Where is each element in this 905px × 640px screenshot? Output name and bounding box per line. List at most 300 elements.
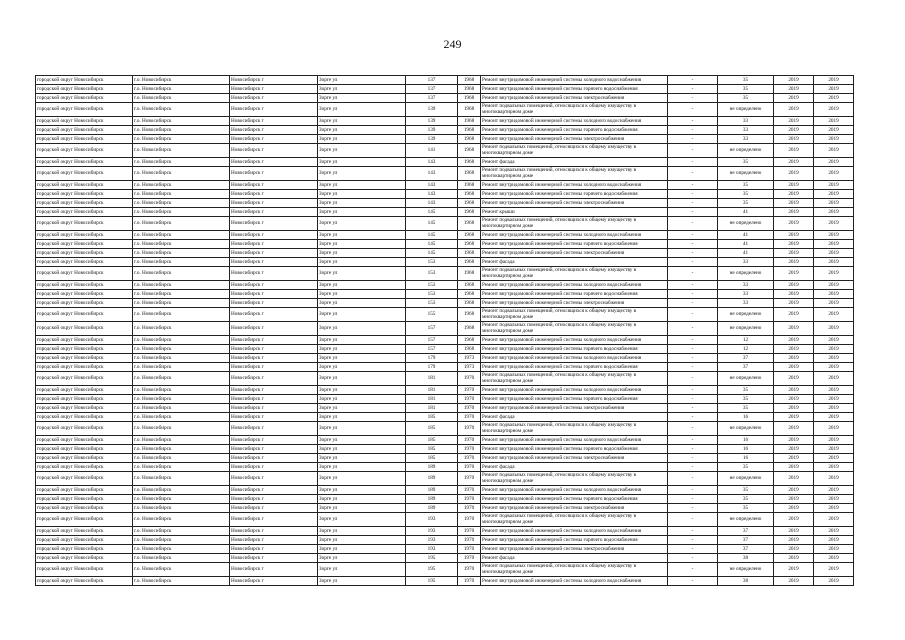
cell-y1: 2019 (774, 158, 814, 167)
cell-district: г.о. Новосибирск (133, 85, 230, 94)
cell-area: 41 (718, 208, 774, 217)
table-row (36, 454, 854, 463)
cell-y2: 2019 (814, 240, 854, 249)
cell-y1: 2019 (774, 290, 814, 299)
cell-district: г.о. Новосибирск (133, 135, 230, 144)
cell-area: 35 (718, 486, 774, 495)
cell-year: 1968 (458, 322, 481, 336)
cell-dash: - (668, 422, 718, 436)
cell-street: Зорге ул (318, 249, 406, 258)
cell-settlement: Новосибирск г (230, 249, 318, 258)
cell-house: 153 (406, 299, 458, 308)
cell-house: 145 (406, 240, 458, 249)
table-row (36, 472, 854, 486)
table-row (36, 281, 854, 290)
cell-street: Зорге ул (318, 386, 406, 395)
cell-work: Ремонт внутридомовой инженерной системы электроснабжения (481, 545, 668, 554)
cell-area: 35 (718, 395, 774, 404)
cell-y2: 2019 (814, 181, 854, 190)
cell-area: 35 (718, 94, 774, 103)
cell-y1: 2019 (774, 336, 814, 345)
cell-dash: - (668, 249, 718, 258)
cell-work: Ремонт внутридомовой инженерной системы электроснабжения (481, 94, 668, 103)
cell-house: 185 (406, 445, 458, 454)
cell-work: Ремонт внутридомовой инженерной системы электроснабжения (481, 404, 668, 413)
cell-work: Ремонт внутридомовой инженерной системы холодного водоснабжения (481, 117, 668, 126)
cell-municipality: городской округ Новосибирск (36, 181, 133, 190)
cell-street: Зорге ул (318, 240, 406, 249)
cell-district: г.о. Новосибирск (133, 504, 230, 513)
cell-district: г.о. Новосибирск (133, 545, 230, 554)
cell-area: 35 (718, 158, 774, 167)
cell-area: 35 (718, 190, 774, 199)
cell-dash: - (668, 267, 718, 281)
cell-street: Зорге ул (318, 94, 406, 103)
cell-settlement: Новосибирск г (230, 495, 318, 504)
cell-y1: 2019 (774, 563, 814, 577)
cell-district: г.о. Новосибирск (133, 258, 230, 267)
cell-dash: - (668, 404, 718, 413)
cell-y1: 2019 (774, 135, 814, 144)
cell-district: г.о. Новосибирск (133, 103, 230, 117)
cell-house: 145 (406, 249, 458, 258)
cell-y2: 2019 (814, 126, 854, 135)
cell-area: 33 (718, 117, 774, 126)
cell-area: 37 (718, 527, 774, 536)
cell-area: 35 (718, 404, 774, 413)
cell-municipality: городской округ Новосибирск (36, 545, 133, 554)
table-body (36, 76, 854, 586)
cell-area: 38 (718, 577, 774, 586)
cell-year: 1970 (458, 454, 481, 463)
cell-district: г.о. Новосибирск (133, 190, 230, 199)
cell-area: 35 (718, 85, 774, 94)
cell-street: Зорге ул (318, 190, 406, 199)
cell-y2: 2019 (814, 422, 854, 436)
cell-dash: - (668, 395, 718, 404)
cell-settlement: Новосибирск г (230, 190, 318, 199)
cell-work: Ремонт внутридомовой инженерной системы электроснабжения (481, 199, 668, 208)
cell-y2: 2019 (814, 249, 854, 258)
table-row (36, 463, 854, 472)
table-row (36, 258, 854, 267)
cell-year: 1973 (458, 354, 481, 363)
cell-y1: 2019 (774, 354, 814, 363)
cell-municipality: городской округ Новосибирск (36, 463, 133, 472)
cell-year: 1968 (458, 345, 481, 354)
table-row (36, 126, 854, 135)
cell-district: г.о. Новосибирск (133, 126, 230, 135)
cell-house: 139 (406, 103, 458, 117)
cell-y2: 2019 (814, 454, 854, 463)
cell-settlement: Новосибирск г (230, 258, 318, 267)
cell-street: Зорге ул (318, 144, 406, 158)
cell-street: Зорге ул (318, 85, 406, 94)
table-row (36, 554, 854, 563)
cell-work: Ремонт фасада (481, 554, 668, 563)
cell-settlement: Новосибирск г (230, 404, 318, 413)
cell-y1: 2019 (774, 422, 814, 436)
cell-work: Ремонт внутридомовой инженерной системы горячего водоснабжения (481, 190, 668, 199)
cell-district: г.о. Новосибирск (133, 527, 230, 536)
cell-work: Ремонт внутридомовой инженерной системы электроснабжения (481, 504, 668, 513)
cell-area: 16 (718, 454, 774, 463)
cell-work: Ремонт внутридомовой инженерной системы горячего водоснабжения (481, 85, 668, 94)
cell-y1: 2019 (774, 445, 814, 454)
cell-district: г.о. Новосибирск (133, 436, 230, 445)
cell-work: Ремонт подвальных помещений, относящихся к общему имуществу в многоквартирном доме (481, 322, 668, 336)
cell-y2: 2019 (814, 308, 854, 322)
cell-area: 33 (718, 126, 774, 135)
cell-municipality: городской округ Новосибирск (36, 513, 133, 527)
cell-house: 143 (406, 167, 458, 181)
cell-settlement: Новосибирск г (230, 181, 318, 190)
cell-dash: - (668, 158, 718, 167)
cell-street: Зорге ул (318, 536, 406, 545)
cell-municipality: городской округ Новосибирск (36, 336, 133, 345)
table-row (36, 545, 854, 554)
cell-settlement: Новосибирск г (230, 135, 318, 144)
cell-area: не определено (718, 267, 774, 281)
cell-y1: 2019 (774, 199, 814, 208)
cell-area: 33 (718, 299, 774, 308)
cell-street: Зорге ул (318, 181, 406, 190)
cell-year: 1968 (458, 258, 481, 267)
cell-district: г.о. Новосибирск (133, 267, 230, 281)
cell-settlement: Новосибирск г (230, 281, 318, 290)
cell-y2: 2019 (814, 404, 854, 413)
cell-district: г.о. Новосибирск (133, 413, 230, 422)
cell-y2: 2019 (814, 322, 854, 336)
cell-area: 35 (718, 199, 774, 208)
cell-area: 35 (718, 386, 774, 395)
cell-area: 37 (718, 536, 774, 545)
cell-settlement: Новосибирск г (230, 472, 318, 486)
cell-dash: - (668, 308, 718, 322)
cell-settlement: Новосибирск г (230, 267, 318, 281)
cell-work: Ремонт фасада (481, 463, 668, 472)
cell-street: Зорге ул (318, 395, 406, 404)
cell-settlement: Новосибирск г (230, 536, 318, 545)
table-row (36, 504, 854, 513)
cell-year: 1970 (458, 463, 481, 472)
cell-year: 1968 (458, 231, 481, 240)
cell-y2: 2019 (814, 413, 854, 422)
cell-y1: 2019 (774, 249, 814, 258)
cell-settlement: Новосибирск г (230, 463, 318, 472)
cell-settlement: Новосибирск г (230, 554, 318, 563)
cell-y1: 2019 (774, 513, 814, 527)
cell-settlement: Новосибирск г (230, 436, 318, 445)
cell-house: 195 (406, 563, 458, 577)
cell-street: Зорге ул (318, 422, 406, 436)
cell-year: 1968 (458, 167, 481, 181)
table-row (36, 167, 854, 181)
cell-house: 157 (406, 345, 458, 354)
cell-area: 41 (718, 249, 774, 258)
cell-work: Ремонт подвальных помещений, относящихся к общему имуществу в многоквартирном доме (481, 422, 668, 436)
cell-y2: 2019 (814, 190, 854, 199)
cell-y1: 2019 (774, 536, 814, 545)
cell-year: 1970 (458, 504, 481, 513)
table-row (36, 299, 854, 308)
cell-dash: - (668, 199, 718, 208)
cell-dash: - (668, 117, 718, 126)
cell-district: г.о. Новосибирск (133, 513, 230, 527)
cell-settlement: Новосибирск г (230, 308, 318, 322)
cell-y2: 2019 (814, 144, 854, 158)
cell-street: Зорге ул (318, 103, 406, 117)
cell-municipality: городской округ Новосибирск (36, 76, 133, 85)
table-row (36, 404, 854, 413)
cell-y2: 2019 (814, 158, 854, 167)
cell-municipality: городской округ Новосибирск (36, 231, 133, 240)
cell-house: 153 (406, 258, 458, 267)
cell-street: Зорге ул (318, 436, 406, 445)
cell-municipality: городской округ Новосибирск (36, 240, 133, 249)
cell-area: 33 (718, 135, 774, 144)
cell-street: Зорге ул (318, 354, 406, 363)
cell-year: 1970 (458, 413, 481, 422)
cell-street: Зорге ул (318, 199, 406, 208)
table-row (36, 240, 854, 249)
cell-y1: 2019 (774, 94, 814, 103)
cell-y2: 2019 (814, 436, 854, 445)
cell-district: г.о. Новосибирск (133, 563, 230, 577)
table-row (36, 94, 854, 103)
cell-street: Зорге ул (318, 258, 406, 267)
cell-y2: 2019 (814, 267, 854, 281)
cell-settlement: Новосибирск г (230, 290, 318, 299)
cell-dash: - (668, 135, 718, 144)
cell-dash: - (668, 103, 718, 117)
cell-district: г.о. Новосибирск (133, 577, 230, 586)
cell-street: Зорге ул (318, 504, 406, 513)
cell-dash: - (668, 413, 718, 422)
cell-work: Ремонт внутридомовой инженерной системы холодного водоснабжения (481, 231, 668, 240)
cell-street: Зорге ул (318, 167, 406, 181)
cell-house: 181 (406, 372, 458, 386)
cell-street: Зорге ул (318, 454, 406, 463)
table-row (36, 336, 854, 345)
cell-dash: - (668, 363, 718, 372)
cell-year: 1968 (458, 117, 481, 126)
cell-y1: 2019 (774, 463, 814, 472)
cell-y2: 2019 (814, 299, 854, 308)
cell-year: 1968 (458, 181, 481, 190)
cell-area: 41 (718, 231, 774, 240)
cell-year: 1970 (458, 486, 481, 495)
cell-house: 185 (406, 422, 458, 436)
cell-settlement: Новосибирск г (230, 577, 318, 586)
cell-year: 1968 (458, 190, 481, 199)
cell-municipality: городской округ Новосибирск (36, 345, 133, 354)
cell-dash: - (668, 436, 718, 445)
cell-y2: 2019 (814, 563, 854, 577)
cell-municipality: городской округ Новосибирск (36, 308, 133, 322)
cell-municipality: городской округ Новосибирск (36, 445, 133, 454)
cell-y2: 2019 (814, 76, 854, 85)
cell-work: Ремонт внутридомовой инженерной системы холодного водоснабжения (481, 527, 668, 536)
cell-year: 1970 (458, 577, 481, 586)
cell-area: 37 (718, 354, 774, 363)
cell-y2: 2019 (814, 258, 854, 267)
cell-dash: - (668, 527, 718, 536)
table-row (36, 199, 854, 208)
cell-dash: - (668, 299, 718, 308)
cell-area: не определено (718, 308, 774, 322)
table-row (36, 208, 854, 217)
cell-year: 1968 (458, 208, 481, 217)
cell-year: 1970 (458, 472, 481, 486)
cell-work: Ремонт внутридомовой инженерной системы электроснабжения (481, 454, 668, 463)
cell-municipality: городской округ Новосибирск (36, 386, 133, 395)
cell-y2: 2019 (814, 336, 854, 345)
cell-settlement: Новосибирск г (230, 545, 318, 554)
cell-year: 1968 (458, 76, 481, 85)
cell-district: г.о. Новосибирск (133, 395, 230, 404)
cell-municipality: городской округ Новосибирск (36, 299, 133, 308)
cell-dash: - (668, 336, 718, 345)
cell-district: г.о. Новосибирск (133, 495, 230, 504)
cell-work: Ремонт внутридомовой инженерной системы горячего водоснабжения (481, 363, 668, 372)
cell-municipality: городской округ Новосибирск (36, 372, 133, 386)
cell-y1: 2019 (774, 258, 814, 267)
cell-house: 137 (406, 76, 458, 85)
cell-settlement: Новосибирск г (230, 126, 318, 135)
cell-street: Зорге ул (318, 554, 406, 563)
cell-y1: 2019 (774, 486, 814, 495)
cell-y1: 2019 (774, 386, 814, 395)
cell-settlement: Новосибирск г (230, 103, 318, 117)
cell-y1: 2019 (774, 76, 814, 85)
cell-house: 185 (406, 413, 458, 422)
cell-dash: - (668, 85, 718, 94)
cell-house: 179 (406, 363, 458, 372)
cell-area: 16 (718, 436, 774, 445)
cell-settlement: Новосибирск г (230, 208, 318, 217)
cell-district: г.о. Новосибирск (133, 290, 230, 299)
cell-y1: 2019 (774, 103, 814, 117)
cell-area: 35 (718, 495, 774, 504)
page-number: 249 (443, 37, 462, 51)
cell-municipality: городской округ Новосибирск (36, 395, 133, 404)
cell-year: 1968 (458, 135, 481, 144)
cell-area: не определено (718, 217, 774, 231)
table-row (36, 190, 854, 199)
cell-district: г.о. Новосибирск (133, 94, 230, 103)
table-row (36, 267, 854, 281)
cell-y1: 2019 (774, 85, 814, 94)
cell-district: г.о. Новосибирск (133, 144, 230, 158)
cell-area: 12 (718, 345, 774, 354)
cell-area: не определено (718, 103, 774, 117)
cell-district: г.о. Новосибирск (133, 158, 230, 167)
cell-work: Ремонт внутридомовой инженерной системы электроснабжения (481, 135, 668, 144)
cell-y2: 2019 (814, 554, 854, 563)
cell-year: 1970 (458, 495, 481, 504)
cell-y1: 2019 (774, 208, 814, 217)
table-row (36, 436, 854, 445)
cell-work: Ремонт внутридомовой инженерной системы холодного водоснабжения (481, 577, 668, 586)
cell-house: 193 (406, 545, 458, 554)
cell-district: г.о. Новосибирск (133, 463, 230, 472)
table-row (36, 249, 854, 258)
cell-work: Ремонт фасада (481, 413, 668, 422)
cell-work: Ремонт подвальных помещений, относящихся к общему имуществу в многоквартирном доме (481, 513, 668, 527)
cell-area: 12 (718, 336, 774, 345)
cell-year: 1968 (458, 299, 481, 308)
cell-work: Ремонт внутридомовой инженерной системы холодного водоснабжения (481, 386, 668, 395)
cell-house: 143 (406, 190, 458, 199)
cell-street: Зорге ул (318, 322, 406, 336)
cell-house: 145 (406, 217, 458, 231)
cell-street: Зорге ул (318, 290, 406, 299)
cell-y1: 2019 (774, 231, 814, 240)
cell-y1: 2019 (774, 454, 814, 463)
cell-settlement: Новосибирск г (230, 167, 318, 181)
cell-y1: 2019 (774, 126, 814, 135)
cell-y1: 2019 (774, 545, 814, 554)
cell-district: г.о. Новосибирск (133, 308, 230, 322)
cell-y2: 2019 (814, 545, 854, 554)
cell-district: г.о. Новосибирск (133, 363, 230, 372)
cell-y2: 2019 (814, 217, 854, 231)
cell-district: г.о. Новосибирск (133, 249, 230, 258)
cell-year: 1968 (458, 126, 481, 135)
cell-dash: - (668, 144, 718, 158)
cell-municipality: городской округ Новосибирск (36, 117, 133, 126)
cell-y2: 2019 (814, 527, 854, 536)
cell-year: 1968 (458, 336, 481, 345)
cell-district: г.о. Новосибирск (133, 76, 230, 85)
cell-settlement: Новосибирск г (230, 199, 318, 208)
cell-y2: 2019 (814, 504, 854, 513)
cell-year: 1968 (458, 217, 481, 231)
cell-y1: 2019 (774, 436, 814, 445)
cell-year: 1968 (458, 281, 481, 290)
cell-district: г.о. Новосибирск (133, 231, 230, 240)
cell-dash: - (668, 454, 718, 463)
cell-y1: 2019 (774, 395, 814, 404)
cell-street: Зорге ул (318, 117, 406, 126)
cell-y1: 2019 (774, 372, 814, 386)
cell-house: 189 (406, 504, 458, 513)
cell-settlement: Новосибирск г (230, 527, 318, 536)
cell-municipality: городской округ Новосибирск (36, 267, 133, 281)
cell-y1: 2019 (774, 554, 814, 563)
cell-settlement: Новосибирск г (230, 372, 318, 386)
cell-settlement: Новосибирск г (230, 240, 318, 249)
cell-municipality: городской округ Новосибирск (36, 144, 133, 158)
cell-work: Ремонт подвальных помещений, относящихся к общему имуществу в многоквартирном доме (481, 472, 668, 486)
cell-dash: - (668, 577, 718, 586)
cell-house: 189 (406, 463, 458, 472)
cell-dash: - (668, 76, 718, 85)
cell-street: Зорге ул (318, 76, 406, 85)
cell-street: Зорге ул (318, 413, 406, 422)
cell-settlement: Новосибирск г (230, 336, 318, 345)
cell-area: 35 (718, 463, 774, 472)
cell-work: Ремонт внутридомовой инженерной системы холодного водоснабжения (481, 354, 668, 363)
cell-street: Зорге ул (318, 372, 406, 386)
cell-year: 1970 (458, 422, 481, 436)
cell-house: 143 (406, 181, 458, 190)
cell-y2: 2019 (814, 117, 854, 126)
cell-dash: - (668, 258, 718, 267)
cell-house: 185 (406, 454, 458, 463)
cell-dash: - (668, 181, 718, 190)
